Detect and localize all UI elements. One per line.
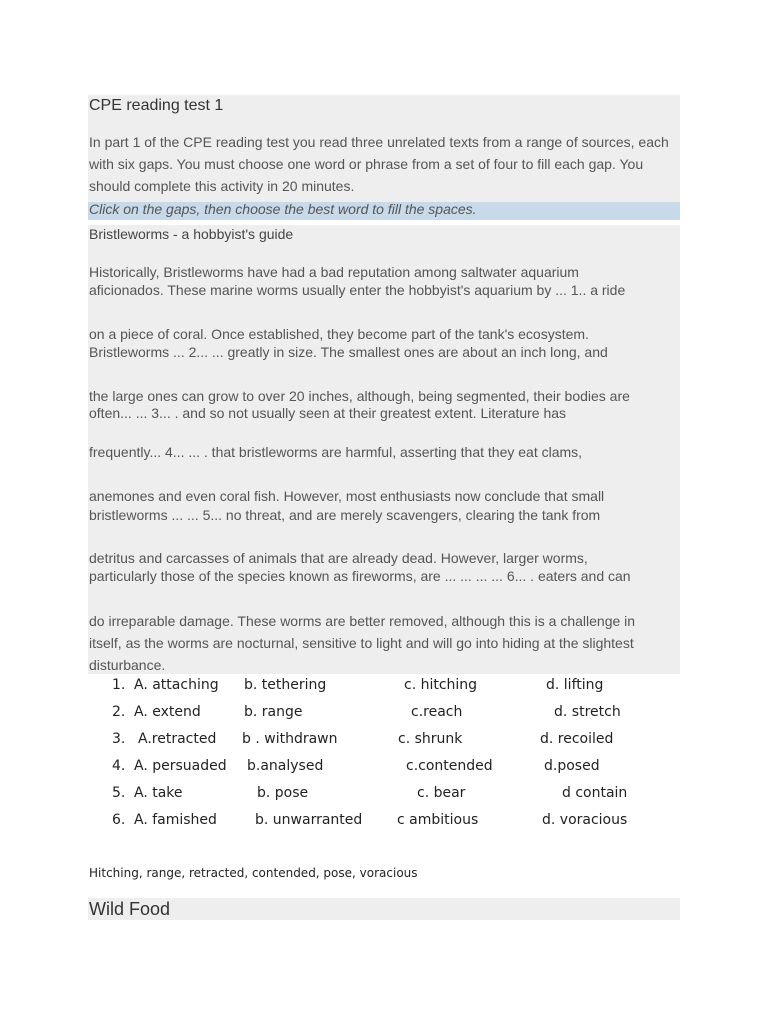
option-d[interactable]: d contain — [562, 785, 628, 801]
wild-food-panel — [88, 898, 680, 920]
option-c[interactable]: c. bear — [417, 785, 466, 801]
option-c[interactable]: c ambitious — [397, 812, 479, 828]
passage-line: detritus and carcasses of animals that are already dead. However, larger worms, — [89, 550, 588, 566]
passage-line: on a piece of coral. Once established, they become part of the tank's ecosystem. — [89, 326, 589, 342]
option-a[interactable]: A. take — [134, 785, 183, 801]
passage-line: aficionados. These marine worms usually enter the hobbyist's aquarium by ... 1.. a ride — [89, 282, 626, 298]
instruction-text: Click on the gaps, then choose the best word to fill the spaces. — [89, 201, 477, 217]
answer-key: Hitching, range, retracted, contended, pose, voracious — [89, 866, 418, 880]
option-c[interactable]: c. hitching — [404, 677, 478, 693]
passage-line: particularly those of the species known as fireworms, are ... ... ... ... 6... . eaters and can — [89, 568, 631, 584]
option-number: 4. — [112, 758, 126, 774]
passage-line: bristleworms ... ... 5... no threat, and are merely scavengers, clearing the tank from — [89, 507, 601, 523]
option-a[interactable]: A. attaching — [134, 677, 219, 693]
option-b[interactable]: b. range — [244, 704, 303, 720]
option-number: 5. — [112, 785, 126, 801]
passage-line: Bristleworms ... 2... ... greatly in size. The smallest ones are about an inch long, and — [89, 344, 608, 360]
passage-line: the large ones can grow to over 20 inches, although, being segmented, their bodies are — [89, 388, 630, 404]
option-b[interactable]: b. unwarranted — [255, 812, 363, 828]
option-number: 2. — [112, 704, 126, 720]
passage-line: disturbance. — [89, 657, 166, 673]
passage-line: often... ... 3... . and so not usually seen at their greatest extent. Literature has — [89, 405, 567, 421]
option-number: 1. — [112, 677, 126, 693]
passage-line: frequently... 4... ... . that bristleworms are harmful, asserting that they eat clams, — [89, 444, 583, 460]
option-d[interactable]: d. voracious — [542, 812, 628, 828]
option-d[interactable]: d.posed — [544, 758, 600, 774]
passage-line: Historically, Bristleworms have had a bad reputation among saltwater aquarium — [89, 264, 579, 280]
option-a[interactable]: A.retracted — [138, 731, 217, 747]
option-b[interactable]: b . withdrawn — [242, 731, 338, 747]
option-a[interactable]: A. persuaded — [134, 758, 227, 774]
option-d[interactable]: d. lifting — [546, 677, 604, 693]
page-title: CPE reading test 1 — [89, 97, 224, 114]
option-number: 3. — [112, 731, 126, 747]
intro-text: In part 1 of the CPE reading test you read three unrelated texts from a range of sources, each with six gaps. You must choose one word or phrase from a set of four to fill each gap. You should complete this activity in 20 minutes. — [89, 134, 669, 194]
option-a[interactable]: A. extend — [134, 704, 201, 720]
passage-line: itself, as the worms are nocturnal, sensitive to light and will go into hiding at the slightest — [89, 635, 634, 651]
option-c[interactable]: c. shrunk — [398, 731, 463, 747]
option-d[interactable]: d. stretch — [554, 704, 621, 720]
option-d[interactable]: d. recoiled — [540, 731, 614, 747]
option-c[interactable]: c.reach — [411, 704, 463, 720]
passage-line: do irreparable damage. These worms are better removed, although this is a challenge in — [89, 613, 636, 629]
passage-title: Bristleworms - a hobbyist's guide — [89, 226, 294, 242]
option-b[interactable]: b. pose — [257, 785, 309, 801]
section-heading-wild-food: Wild Food — [89, 899, 171, 919]
option-b[interactable]: b.analysed — [247, 758, 324, 774]
passage-line: anemones and even coral fish. However, most enthusiasts now conclude that small — [89, 488, 605, 504]
option-b[interactable]: b. tethering — [244, 677, 327, 693]
option-a[interactable]: A. famished — [134, 812, 217, 828]
option-number: 6. — [112, 812, 126, 828]
option-c[interactable]: c.contended — [406, 758, 493, 774]
